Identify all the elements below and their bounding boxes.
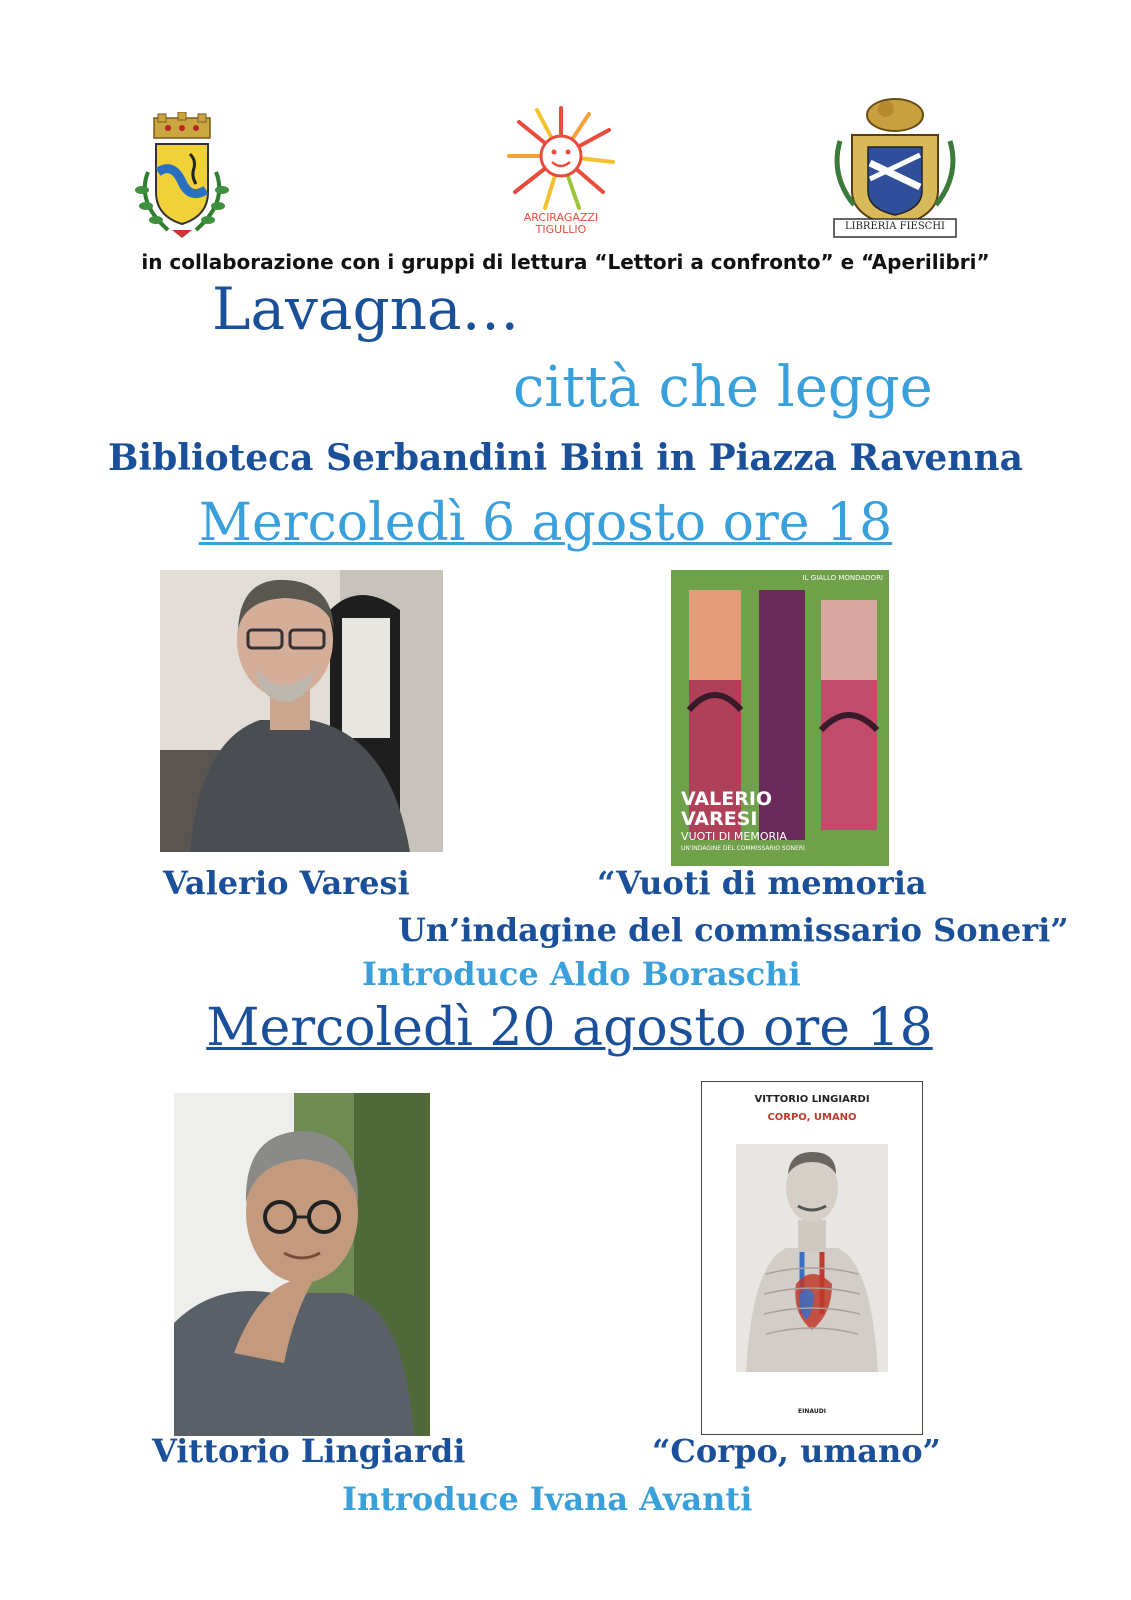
cover1-series: IL GIALLO MONDADORI — [802, 574, 883, 582]
cover2-title: CORPO, UMANO — [767, 1112, 857, 1123]
libreria-fieschi-crest-logo — [830, 95, 960, 240]
event1-date: Mercoledì 6 agosto ore 18 — [198, 493, 893, 553]
lavagna-coat-of-arms-logo — [128, 112, 236, 242]
cover1-title: VUOTI DI MEMORIA — [681, 830, 787, 843]
cover1-author-line2: VARESI — [681, 808, 758, 830]
event2-date: Mercoledì 20 agosto ore 18 — [206, 998, 933, 1058]
cover1-subtitle: UN'INDAGINE DEL COMMISSARIO SONERI — [681, 845, 805, 852]
cover2-anatomy-image — [736, 1144, 888, 1372]
event2-introduce: Introduce Ivana Avanti — [342, 1480, 753, 1518]
cover2-publisher: EINAUDI — [798, 1408, 826, 1415]
vittorio-lingiardi-photo — [174, 1093, 430, 1436]
arciragazzi-logo-text — [505, 212, 617, 236]
arciragazzi-sun-logo — [505, 100, 617, 240]
event1-author: Valerio Varesi — [163, 864, 410, 902]
title-lavagna: Lavagna… — [212, 275, 520, 343]
event1-introduce: Introduce Aldo Boraschi — [362, 955, 801, 993]
venue-heading: Biblioteca Serbandini Bini in Piazza Ravenna — [108, 437, 1023, 479]
corpo-umano-cover — [701, 1081, 923, 1435]
event1-book-title-line2: Un’indagine del commissario Soneri” — [398, 911, 1069, 949]
arciragazzi-line1: ARCIRAGAZZI — [523, 211, 599, 224]
event2-author: Vittorio Lingiardi — [152, 1432, 466, 1470]
vuoti-di-memoria-cover — [671, 570, 889, 866]
valerio-varesi-photo — [160, 570, 443, 852]
title-citta-che-legge: città che legge — [513, 355, 933, 420]
cover2-author: VITTORIO LINGIARDI — [754, 1094, 870, 1105]
cover1-author-line1: VALERIO — [681, 788, 773, 810]
event2-book-title: “Corpo, umano” — [652, 1432, 941, 1470]
collaboration-line: in collaborazione con i gruppi di lettura “Lettori a confronto” e “Aperilibri” — [141, 250, 990, 274]
libreria-fieschi-text: LIBRERIA FIESCHI — [844, 221, 945, 232]
arciragazzi-line2: TIGULLIO — [535, 223, 587, 236]
event1-book-title-line1: “Vuoti di memoria — [597, 864, 927, 902]
